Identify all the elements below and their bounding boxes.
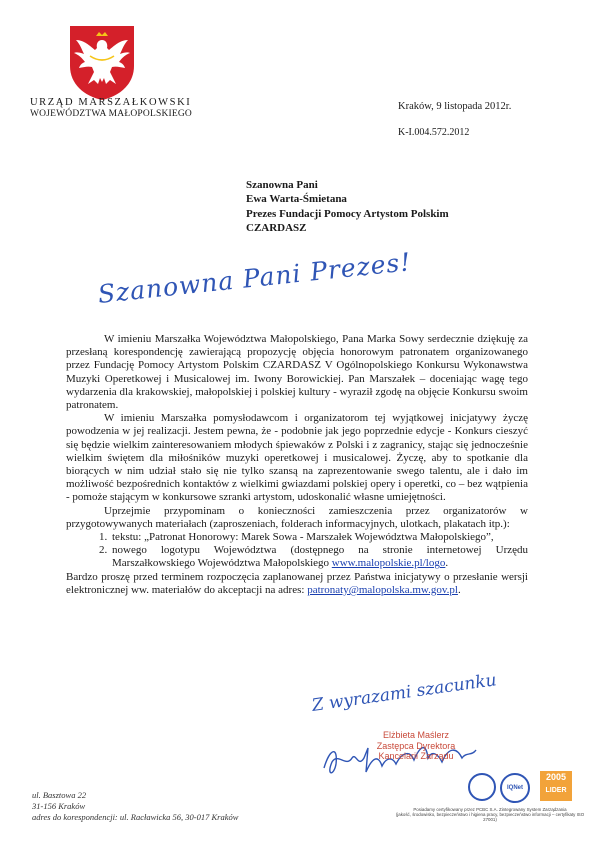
office-subtitle: WOJEWÓDZTWA MAŁOPOLSKIEGO (30, 109, 192, 119)
certification-note-line: Posiadamy certyfikowany przez PCBC S.A. Zintegrowany System Zarządzania (413, 807, 567, 812)
signatory-title: Zastępca Dyrektora (376, 740, 456, 751)
address-street: ul. Basztowa 22 (32, 790, 87, 800)
certification-note (390, 807, 590, 823)
certificate-badge-icon (468, 773, 496, 801)
handwritten-closing: Z wyrazami szacunku (310, 670, 498, 716)
certification-note-line: (jakość, środowisko, bezpieczeństwo i higiena pracy, bezpieczeństwo informacji – certyfikaty ISO 27001) (395, 812, 585, 823)
signature-stamp (366, 730, 466, 762)
reference-number: K-I.004.572.2012 (398, 127, 470, 138)
requirements-list (66, 531, 528, 571)
handwritten-salutation: Szanowna Pani Prezes! (96, 247, 413, 309)
iqnet-badge-icon (500, 773, 530, 803)
correspondence-address: adres do korespondencji: ul. Racławicka 56, 30-017 Kraków (32, 812, 239, 822)
logo-link[interactable]: www.malopolskie.pl/logo (331, 557, 446, 570)
letter-body (66, 333, 528, 597)
recipient-name: Ewa Warta-Śmietana (246, 193, 347, 206)
certification-logos (464, 771, 576, 801)
badge-word: LIDER (545, 787, 567, 794)
email-link[interactable]: patronaty@malopolska.mw.gov.pl (307, 583, 458, 596)
badge-year: 2005 (545, 772, 567, 782)
recipient-salutation: Szanowna Pani (246, 179, 318, 191)
footer-address (32, 790, 238, 823)
list-item (110, 544, 528, 570)
signatory-department: Kancelarii Zarządu (378, 751, 454, 761)
paragraph-text: Bardzo proszę przed terminem rozpoczęcia zaplanowanej przez Państwa inicjatywy o przesłanie wersji elektronicznej ww. materiałów do akceptacji na adres: (66, 570, 528, 596)
coat-of-arms-logo (62, 22, 142, 102)
iqnet-label: IQNet (506, 785, 523, 791)
office-name: URZĄD MARSZAŁKOWSKI (30, 97, 192, 108)
recipient-organization: CZARDASZ (246, 222, 307, 235)
list-item-text: nowego logotypu Województwa (dostępnego na stronie internetowej Urzędu Marszałkowskiego Województwa Małopolskiego (112, 544, 528, 570)
signatory-name: Elżbieta Maślerz (382, 730, 450, 740)
place-and-date: Kraków, 9 listopada 2012r. (398, 101, 512, 112)
paragraph: W imieniu Marszałka Województwa Małopolskiego, Pana Marka Sowy serdecznie dziękuję za przesłaną korespondencję zawierającą propozycję objęcia honorowym patronatem organizowanego przez Fundację Pomocy Artystom Polskim CZARDASZ V Ogólnopolskiego Konkursu Wykonawstwa Muzyki Operetkowej i Musicalowej im. Iwony Borowickiej. Pan Marszałek – doceniając wagę tego wydarzenia dla krakowskiej, małopolskiej i polskiej kultury - wyraził zgodę na objęcie Konkursu swoim patronatem. (66, 333, 528, 412)
lider-badge-icon (540, 771, 572, 801)
recipient-position: Prezes Fundacji Pomocy Artystom Polskim (246, 207, 449, 220)
list-item-end: . (445, 557, 449, 570)
address-city: 31-156 Kraków (32, 801, 86, 811)
paragraph: Uprzejmie przypominam o konieczności zamieszczenia przez organizatorów w przygotowywanych materiałach (zaproszeniach, folderach informacyjnych, ulotkach, plakatach itp.): (66, 504, 528, 530)
recipient-block (246, 178, 449, 236)
paragraph: W imieniu Marszałka pomysłodawcom i organizatorom tej wyjątkowej inicjatywy życzę powodzenia w jej realizacji. Jestem pewna, że - podobnie jak jego poprzednie edycje - Konkurs cieszyć się będzie wielkim zainteresowaniem młodych śpiewaków z Polski i z zagranicy, stając się jednocześnie wielkim świętem dla miłośników muzyki operetkowej i musicalowej. Życzę, aby to spotkanie dla biorących w nim udział stało się nie tylko szansą na zaprezentowanie swego talentu, ale i dało im możliwość bezpośrednich kontaktów z wielkimi gwiazdami polskiej opery i operetki, co – bez wątpienia - pomoże stającym w konkursowe szranki artystom, udoskonalić własne umiejętności. (66, 412, 528, 504)
paragraph (66, 571, 528, 597)
paragraph-end: . (457, 583, 461, 596)
list-item: 1. tekstu: „Patronat Honorowy: Marek Sowa - Marszałek Województwa Małopolskiego”, (110, 531, 528, 544)
